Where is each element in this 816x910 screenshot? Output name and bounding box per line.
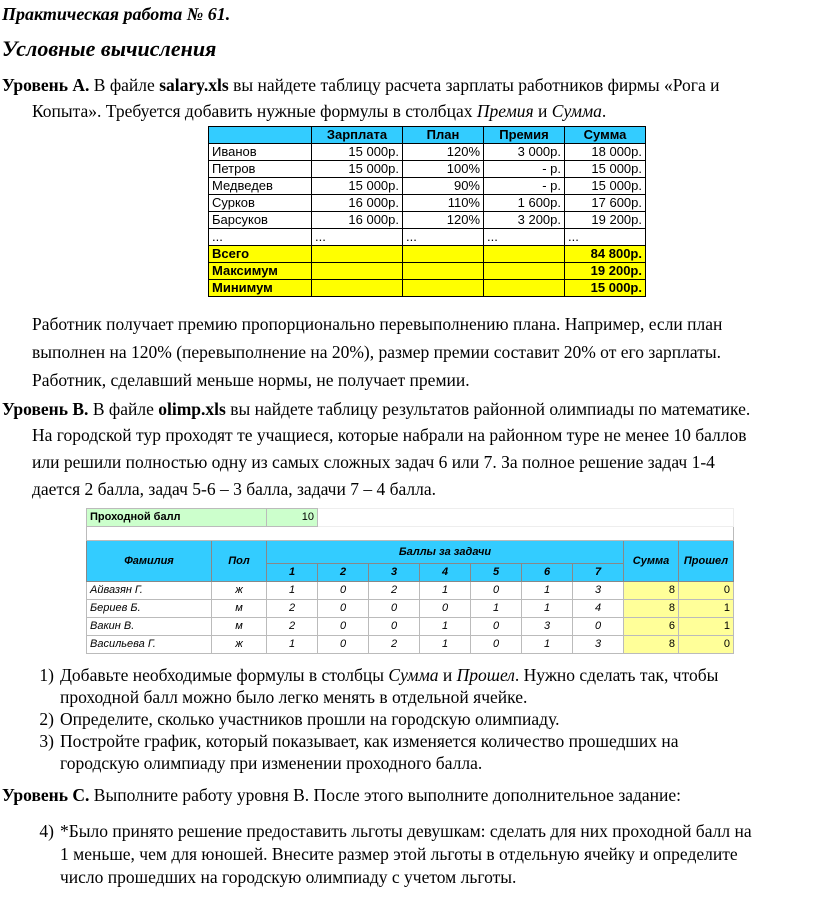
task-number: 7 bbox=[573, 564, 624, 582]
level-c-label: Уровень C. bbox=[2, 785, 90, 805]
task-number-label: 2) bbox=[39, 709, 54, 729]
salary-cell: - р. bbox=[484, 161, 565, 178]
level-b-text-line: На городской тур проходят те учащиеся, которые набрали на районном туре не менее 10 баллов bbox=[32, 425, 747, 445]
bonus-explanation bbox=[32, 310, 722, 394]
salary-header-cell: Сумма bbox=[565, 127, 646, 144]
salary-header-row bbox=[209, 127, 646, 144]
salary-row bbox=[209, 195, 646, 212]
student-name: Бериев Б. bbox=[87, 600, 212, 618]
task-score: 1 bbox=[267, 636, 318, 654]
salary-cell: - р. bbox=[484, 178, 565, 195]
salary-total-label: Всего bbox=[209, 246, 312, 263]
bonus-text-line: Работник получает премию пропорционально перевыполнению плана. Например, если план bbox=[32, 314, 723, 334]
salary-cell: Барсуков bbox=[209, 212, 312, 229]
task-3-line-2: городскую олимпиаду при изменении проходного балла. bbox=[60, 753, 483, 773]
task-text: . Нужно сделать так, чтобы bbox=[514, 665, 719, 685]
salary-total-value: 19 200р. bbox=[565, 263, 646, 280]
level-b-line-1 bbox=[2, 396, 750, 422]
task-number: 2 bbox=[318, 564, 369, 582]
salary-cell: 120% bbox=[403, 144, 484, 161]
topic-title: Условные вычисления bbox=[2, 36, 217, 61]
task-score: 1 bbox=[522, 636, 573, 654]
task-score: 3 bbox=[522, 618, 573, 636]
task-number: 3 bbox=[369, 564, 420, 582]
sum-header: Сумма bbox=[624, 541, 679, 582]
student-sex: ж bbox=[212, 582, 267, 600]
sum-column-name: Сумма bbox=[551, 101, 602, 121]
task-1-line-2: проходной балл можно было легко менять в отдельной ячейке. bbox=[60, 687, 528, 707]
olimp-row bbox=[87, 582, 734, 600]
level-b-text: В файле bbox=[88, 399, 159, 419]
task-score: 2 bbox=[267, 600, 318, 618]
task-score: 1 bbox=[471, 600, 522, 618]
olimp-file-name: olimp.xls bbox=[158, 399, 226, 419]
task-score: 0 bbox=[318, 582, 369, 600]
practical-work-title: Практическая работа № 61. bbox=[2, 4, 231, 24]
salary-cell: 15 000р. bbox=[565, 161, 646, 178]
task-score: 0 bbox=[318, 636, 369, 654]
olimp-header-row bbox=[87, 541, 734, 564]
task-number-label: 3) bbox=[39, 731, 54, 751]
level-b-description bbox=[32, 422, 747, 503]
salary-cell: 120% bbox=[403, 212, 484, 229]
task-score: 0 bbox=[471, 636, 522, 654]
task-score: 0 bbox=[471, 582, 522, 600]
task-score: 1 bbox=[267, 582, 318, 600]
salary-header-cell bbox=[209, 127, 312, 144]
salary-row bbox=[209, 212, 646, 229]
student-sex: м bbox=[212, 600, 267, 618]
salary-file-name: salary.xls bbox=[159, 75, 229, 95]
sex-header: Пол bbox=[212, 541, 267, 582]
sum-cell: 6 bbox=[624, 618, 679, 636]
task-number: 5 bbox=[471, 564, 522, 582]
salary-cell: 15 000р. bbox=[312, 161, 403, 178]
task-text: Добавьте необходимые формулы в столбцы bbox=[60, 665, 389, 685]
name-header: Фамилия bbox=[87, 541, 212, 582]
task-score: 3 bbox=[573, 582, 624, 600]
level-a-text: . bbox=[601, 101, 607, 121]
sum-cell: 8 bbox=[624, 600, 679, 618]
student-name: Васильева Г. bbox=[87, 636, 212, 654]
salary-cell: 90% bbox=[403, 178, 484, 195]
sum-cell: 8 bbox=[624, 582, 679, 600]
salary-cell: ... bbox=[565, 229, 646, 246]
task-scores-header: Баллы за задачи bbox=[267, 541, 624, 564]
salary-header-cell: Премия bbox=[484, 127, 565, 144]
salary-cell: 100% bbox=[403, 161, 484, 178]
salary-cell: 16 000р. bbox=[312, 212, 403, 229]
passing-score-row bbox=[87, 509, 734, 527]
bonus-text-line: Работник, сделавший меньше нормы, не получает премии. bbox=[32, 370, 470, 390]
task-3 bbox=[32, 730, 679, 752]
level-b-text-line: дается 2 балла, задач 5-6 – 3 балла, задачи 7 – 4 балла. bbox=[32, 479, 437, 499]
bonus-column-name: Премия bbox=[476, 101, 534, 121]
level-a-text: Копыта». Требуется добавить нужные формулы в столбцах bbox=[32, 101, 477, 121]
salary-total-label: Минимум bbox=[209, 280, 312, 297]
salary-cell: Иванов bbox=[209, 144, 312, 161]
task-score: 0 bbox=[471, 618, 522, 636]
task-score: 0 bbox=[369, 600, 420, 618]
task-text: Постройте график, который показывает, как изменяется количество прошедших на bbox=[60, 731, 679, 751]
level-b-label: Уровень B. bbox=[2, 399, 89, 419]
passed-column-name: Прошел bbox=[456, 665, 515, 685]
salary-cell: 15 000р. bbox=[312, 178, 403, 195]
spacer-row bbox=[87, 527, 734, 541]
student-name: Айвазян Г. bbox=[87, 582, 212, 600]
salary-cell: 3 200р. bbox=[484, 212, 565, 229]
salary-total-label: Максимум bbox=[209, 263, 312, 280]
passed-cell: 1 bbox=[679, 618, 734, 636]
salary-cell: 3 000р. bbox=[484, 144, 565, 161]
passed-cell: 0 bbox=[679, 636, 734, 654]
salary-table bbox=[208, 126, 646, 297]
salary-cell: ... bbox=[403, 229, 484, 246]
task-text: *Было принято решение предоставить льготы девушкам: сделать для них проходной балл на bbox=[60, 821, 752, 841]
salary-cell: 110% bbox=[403, 195, 484, 212]
task-1 bbox=[32, 664, 718, 686]
salary-cell: 1 600р. bbox=[484, 195, 565, 212]
salary-cell: ... bbox=[312, 229, 403, 246]
salary-cell: Петров bbox=[209, 161, 312, 178]
sum-column-name: Сумма bbox=[388, 665, 439, 685]
salary-cell: 15 000р. bbox=[312, 144, 403, 161]
task-score: 1 bbox=[522, 582, 573, 600]
student-sex: ж bbox=[212, 636, 267, 654]
olimp-row bbox=[87, 618, 734, 636]
salary-cell: ... bbox=[209, 229, 312, 246]
level-a-label: Уровень А. bbox=[2, 75, 90, 95]
task-number: 1 bbox=[267, 564, 318, 582]
task-score: 0 bbox=[420, 600, 471, 618]
task-score: 0 bbox=[369, 618, 420, 636]
salary-total-value: 84 800р. bbox=[565, 246, 646, 263]
task-score: 2 bbox=[369, 636, 420, 654]
salary-cell: Медведев bbox=[209, 178, 312, 195]
student-name: Вакин В. bbox=[87, 618, 212, 636]
salary-row bbox=[209, 178, 646, 195]
task-number: 6 bbox=[522, 564, 573, 582]
task-score: 1 bbox=[522, 600, 573, 618]
salary-header-cell: Зарплата bbox=[312, 127, 403, 144]
passing-score-label: Проходной балл bbox=[87, 509, 267, 527]
salary-row bbox=[209, 161, 646, 178]
bonus-text-line: выполнен на 120% (перевыполнение на 20%), размер премии составит 20% от его зарплаты. bbox=[32, 342, 721, 362]
salary-header-cell: План bbox=[403, 127, 484, 144]
salary-cell: Сурков bbox=[209, 195, 312, 212]
task-number-label: 4) bbox=[39, 821, 54, 841]
task-4-line-3: число прошедших на городскую олимпиаду с учетом льготы. bbox=[60, 867, 517, 887]
salary-cell: 19 200р. bbox=[565, 212, 646, 229]
task-score: 0 bbox=[573, 618, 624, 636]
salary-cell: ... bbox=[484, 229, 565, 246]
level-a-text: вы найдете таблицу расчета зарплаты работников фирмы «Рога и bbox=[228, 75, 720, 95]
student-sex: м bbox=[212, 618, 267, 636]
salary-min-row bbox=[209, 280, 646, 297]
task-score: 1 bbox=[420, 582, 471, 600]
task-score: 4 bbox=[573, 600, 624, 618]
level-a-line-2 bbox=[32, 98, 606, 124]
task-score: 1 bbox=[420, 636, 471, 654]
salary-cell: 16 000р. bbox=[312, 195, 403, 212]
olimp-row bbox=[87, 600, 734, 618]
task-score: 1 bbox=[420, 618, 471, 636]
task-score: 0 bbox=[318, 600, 369, 618]
salary-total-value: 15 000р. bbox=[565, 280, 646, 297]
olimpiad-table bbox=[86, 508, 734, 654]
level-b-text-line: или решили полностью одну из самых сложных задач 6 или 7. За полное решение задач 1-4 bbox=[32, 452, 715, 472]
task-2 bbox=[32, 708, 559, 730]
salary-cell: 18 000р. bbox=[565, 144, 646, 161]
level-a-line-1 bbox=[2, 72, 719, 98]
passed-cell: 1 bbox=[679, 600, 734, 618]
sum-cell: 8 bbox=[624, 636, 679, 654]
passing-score-value: 10 bbox=[267, 509, 318, 527]
level-b-text: вы найдете таблицу результатов районной олимпиады по математике. bbox=[225, 399, 751, 419]
salary-max-row bbox=[209, 263, 646, 280]
task-4-line-2: 1 меньше, чем для юношей. Внесите размер этой льготы в отдельную ячейку и определите bbox=[60, 844, 738, 864]
level-a-text: и bbox=[533, 101, 552, 121]
task-score: 0 bbox=[318, 618, 369, 636]
task-4 bbox=[32, 820, 752, 842]
salary-row bbox=[209, 144, 646, 161]
level-c-text: Выполните работу уровня B. После этого выполните дополнительное задание: bbox=[89, 785, 682, 805]
salary-cell: 17 600р. bbox=[565, 195, 646, 212]
level-a-text: В файле bbox=[89, 75, 160, 95]
level-c-line bbox=[2, 782, 681, 808]
task-score: 3 bbox=[573, 636, 624, 654]
task-score: 2 bbox=[369, 582, 420, 600]
task-text: и bbox=[438, 665, 457, 685]
salary-row bbox=[209, 229, 646, 246]
passed-header: Прошел bbox=[679, 541, 734, 582]
task-number-label: 1) bbox=[39, 665, 54, 685]
passed-cell: 0 bbox=[679, 582, 734, 600]
salary-cell: 15 000р. bbox=[565, 178, 646, 195]
task-score: 2 bbox=[267, 618, 318, 636]
olimp-row bbox=[87, 636, 734, 654]
task-number: 4 bbox=[420, 564, 471, 582]
salary-total-row bbox=[209, 246, 646, 263]
task-text: Определите, сколько участников прошли на городскую олимпиаду. bbox=[60, 709, 560, 729]
